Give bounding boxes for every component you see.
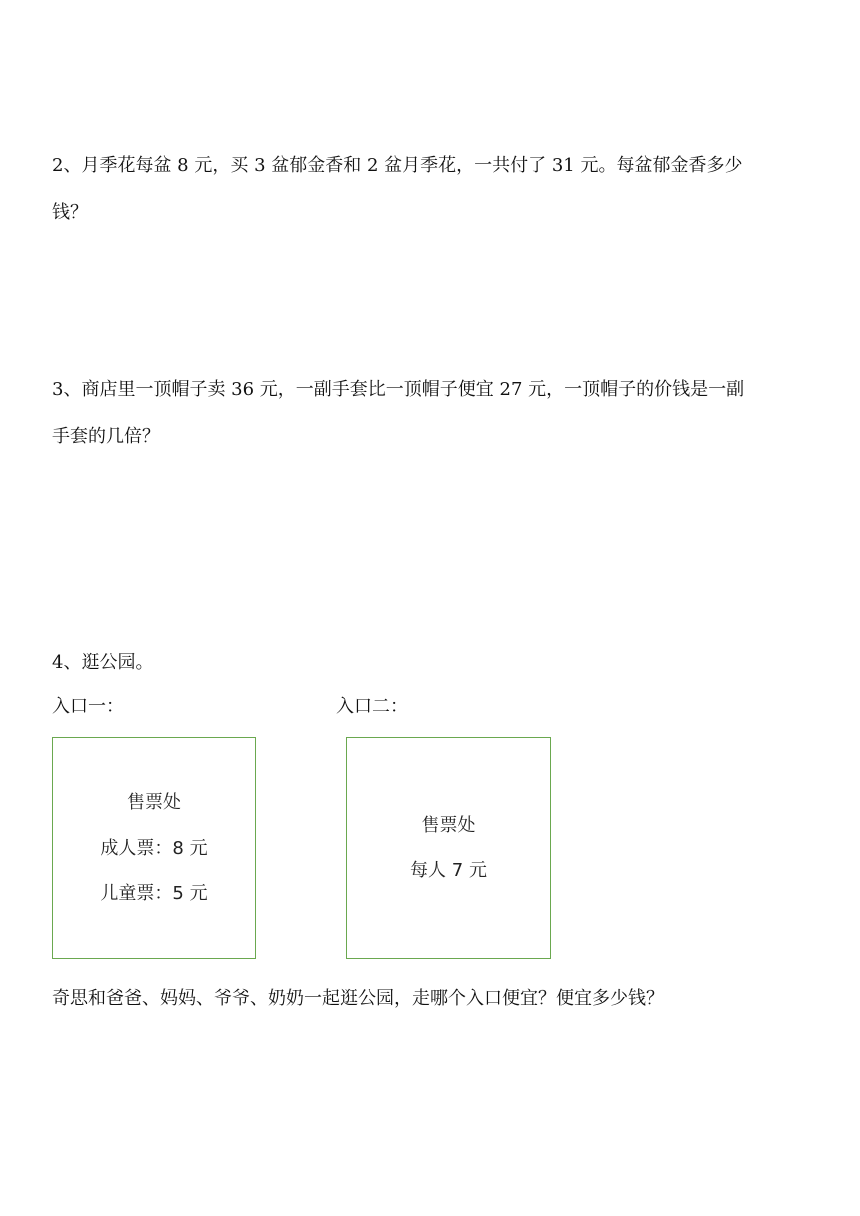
entrance-2-label: 入口二： [336,696,408,717]
problem-3-line-1: 3、商店里一顶帽子卖 36 元，一副手套比一顶帽子便宜 27 元，一顶帽子的价钱是一副 [52,379,745,400]
entrance-1-sign-title: 售票处 [127,792,181,813]
entrance-2-price: 每人 7 元 [410,860,487,881]
entrance-1-child-price: 儿童票：5 元 [100,883,208,904]
entrance-2-ticket-sign [346,737,551,959]
entrance-1-adult-price: 成人票：8 元 [100,838,208,859]
problem-3-line-2: 手套的几倍？ [52,426,160,447]
problem-2-line-2: 钱？ [52,202,88,223]
problem-2-line-1: 2、月季花每盆 8 元，买 3 盆郁金香和 2 盆月季花，一共付了 31 元。每盆郁金香多少 [52,155,743,176]
problem-4-title: 4、逛公园。 [52,652,154,673]
problem-4-question: 奇思和爸爸、妈妈、爷爷、奶奶一起逛公园，走哪个入口便宜？便宜多少钱？ [52,988,664,1009]
entrance-1-ticket-sign [52,737,256,959]
entrance-1-label: 入口一： [52,696,124,717]
entrance-2-sign-title: 售票处 [421,815,476,836]
